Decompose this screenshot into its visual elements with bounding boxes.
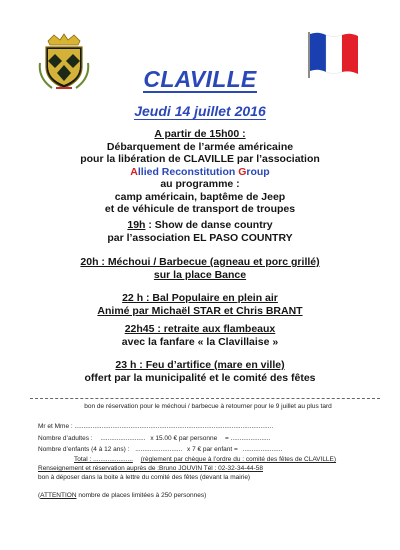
program-block-22h (0, 292, 400, 317)
block-line: 22h45 : retraite aux flambeaux (124, 323, 276, 335)
contact-info: Renseignement et réservation auprès de :Bruno JOUVIN Tél : 02-32-34-44-58 (38, 465, 263, 472)
program-block-19h (0, 219, 400, 244)
program-block-23h (0, 359, 400, 384)
block-line: Animé par Michaël STAR et Chris BRANT (97, 304, 303, 317)
program-block-22h45 (0, 323, 400, 348)
children-total-field[interactable]: ...................... (242, 446, 283, 453)
page-title: CLAVILLE (143, 66, 257, 92)
block-line: au programme : (160, 178, 240, 190)
program-block-15h (0, 128, 400, 216)
total-field[interactable]: Total : ...................... (74, 456, 133, 463)
block-line: 20h : Méchoui / Barbecue (agneau et porc grillé) (80, 256, 320, 268)
block-line: Débarquement de l’armée américaine (106, 140, 294, 153)
form-heading: bon de réservation pour le méchoui / barbecue à retourner pour le 9 juillet au plus tard (84, 403, 332, 410)
block-line: et de véhicule de transport de troupes (104, 203, 296, 215)
children-price: x 7 € par enfant = (187, 446, 238, 453)
adults-label: Nombre d’adultes : (38, 435, 93, 442)
adults-price: x 15.00 € par personne (150, 435, 218, 442)
event-date: Jeudi 14 juillet 2016 (134, 103, 266, 119)
children-count-field[interactable]: .......................... (135, 446, 183, 453)
association-name: Allied Reconstitution Group (130, 165, 270, 178)
adults-total-field[interactable]: = ...................... (225, 435, 271, 442)
attention-note: (ATTENTION nombre de places limitées à 250 personnes) (38, 492, 207, 499)
children-row (38, 445, 282, 455)
block-line: avec la fanfare « la Clavillaise » (121, 335, 279, 348)
program-block-20h (0, 256, 400, 281)
block-line: sur la place Bance (153, 268, 247, 281)
block-line: 22 h : Bal Populaire en plein air (122, 292, 278, 304)
block-line: 19h : Show de danse country (127, 219, 273, 231)
block-line: par l’association EL PASO COUNTRY (107, 231, 293, 244)
adults-count-field[interactable]: ......................... (100, 435, 146, 442)
block-line: pour la libération de CLAVILLE par l’association (80, 153, 320, 165)
block-line: 23 h : Feu d’artifice (mare en ville) (115, 359, 285, 371)
name-field[interactable]: Mr et Mme : .............................................................................................................. (38, 423, 274, 430)
children-label: Nombre d’enfants (4 à 12 ans) : (38, 446, 130, 453)
block-line: camp américain, baptême de Jeep (114, 190, 286, 203)
cut-line-divider (30, 398, 380, 399)
adults-row (38, 434, 270, 444)
block-line: offert par la municipalité et le comité des fêtes (84, 371, 316, 384)
deposit-info: bon à déposer dans la boite à lettre du comité des fêtes (devant la mairie) (38, 474, 251, 481)
payment-note: (règlement par chèque à l’ordre du : comité des fêtes de CLAVILLE) (140, 456, 337, 463)
block-time: A partir de 15h00 : (154, 128, 246, 140)
